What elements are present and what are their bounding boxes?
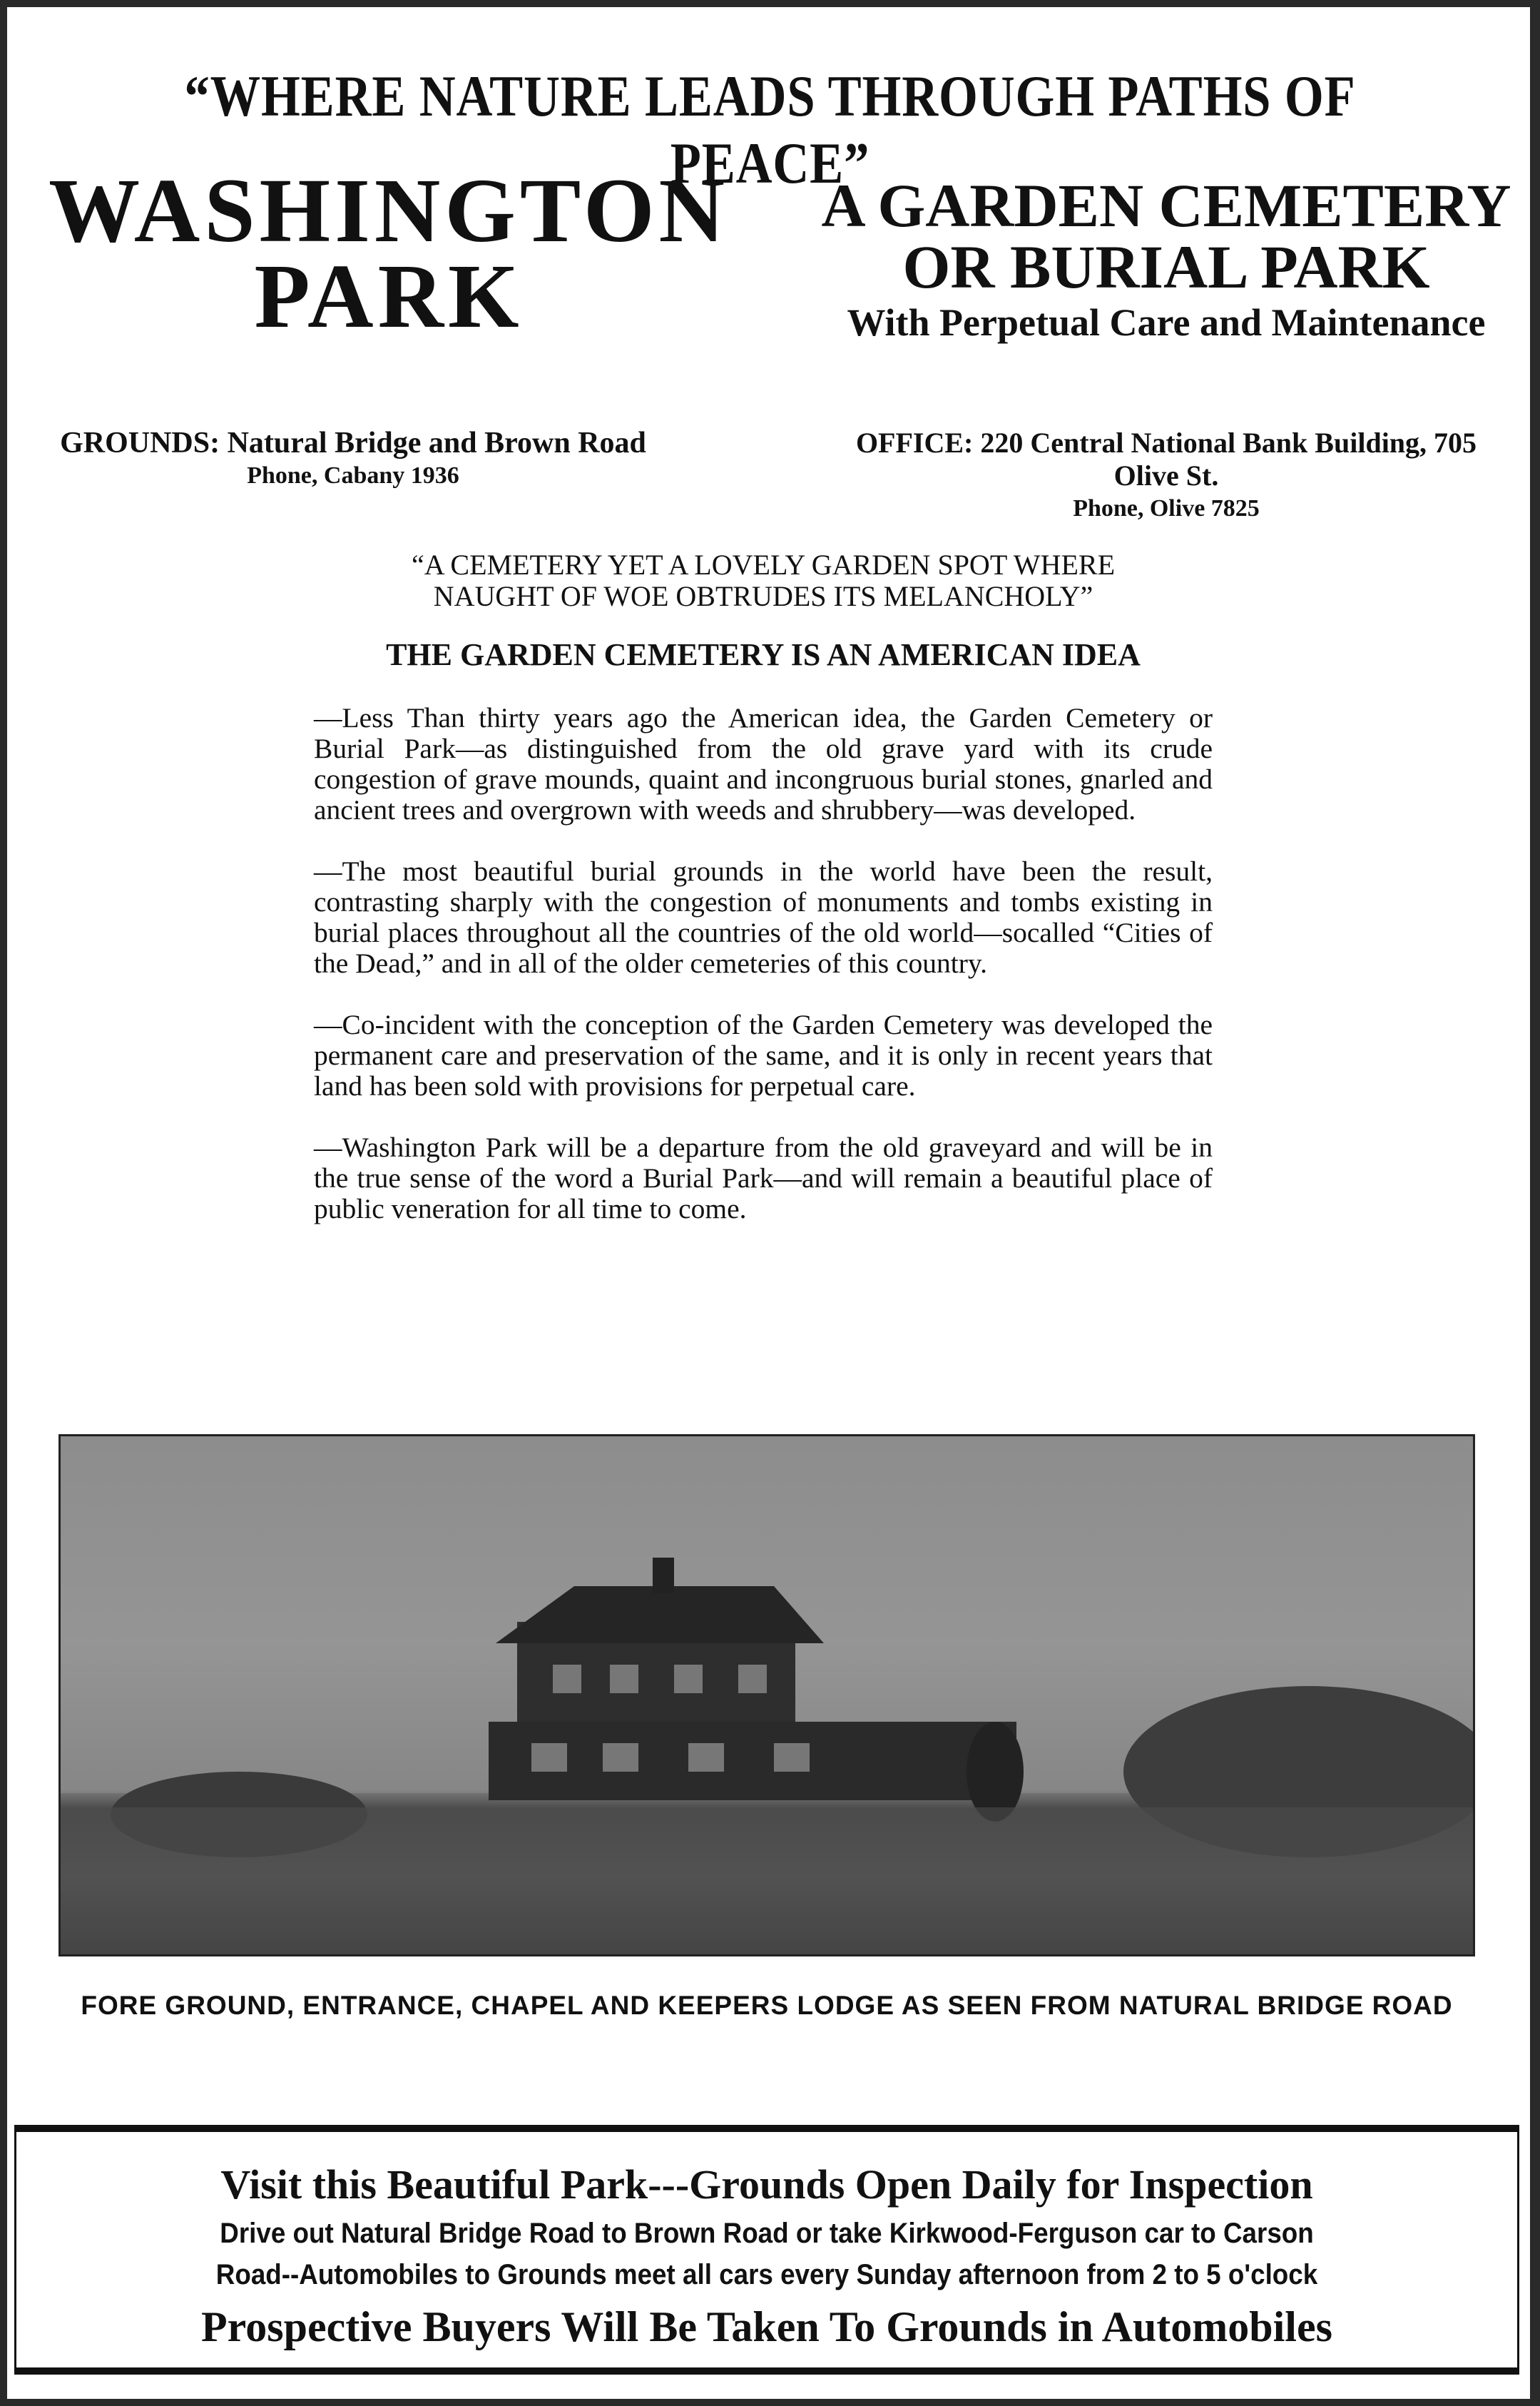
quote [307, 549, 1220, 612]
park-name-line1: WASHINGTON [49, 160, 729, 261]
office-info [820, 427, 1512, 525]
quote-line2: NAUGHT OF WOE OBTRUDES ITS MELANCHOLY” [433, 580, 1093, 612]
park-name-line2: PARK [254, 245, 524, 347]
lodge-photo [58, 1434, 1475, 1956]
closing-line: Prospective Buyers Will Be Taken To Grounds in Automobiles [201, 2303, 1332, 2350]
office-address: OFFICE: 220 Central National Bank Building, 705 Olive St. [855, 427, 1477, 492]
lodge-photo-illustration [61, 1436, 1473, 1954]
tagline-line3: With Perpetual Care and Maintenance [847, 301, 1486, 344]
tagline-line1: A GARDEN CEMETERY [821, 171, 1511, 240]
motto: “WHERE NATURE LEADS THROUGH PATHS OF PEACE” [184, 64, 1356, 196]
tagline-line2: OR BURIAL PARK [902, 233, 1430, 301]
paragraph: —Less Than thirty years ago the American idea, the Garden Cemetery or Burial Park—as distinguished from the old grave yard with its crude congestion of grave mounds, quaint and incongruous burial stones, gnarled and ancient trees and overgrown with weeds and shrubbery—was developed. [314, 702, 1213, 826]
grounds-phone: Phone, Cabany 1936 [247, 462, 459, 489]
visit-headline: Visit this Beautiful Park---Grounds Open Daily for Inspection [220, 2161, 1313, 2208]
directions-line2: Road--Automobiles to Grounds meet all cars every Sunday afternoon from 2 to 5 o'clock [215, 2259, 1318, 2290]
article-body [314, 703, 1213, 1255]
paragraph: —Co-incident with the conception of the Garden Cemetery was developed the permanent care and preservation of the same, and it is only in recent years that land has been sold with provisions for perpetual care. [314, 1009, 1213, 1102]
directions-line1: Drive out Natural Bridge Road to Brown Road or take Kirkwood-Ferguson car to Carson [220, 2218, 1314, 2249]
visit-box [14, 2125, 1519, 2375]
photo-caption: FORE GROUND, ENTRANCE, CHAPEL AND KEEPERS LODGE AS SEEN FROM NATURAL BRIDGE ROAD [81, 1991, 1453, 2020]
article-heading: THE GARDEN CEMETERY IS AN AMERICAN IDEA [386, 637, 1141, 672]
office-phone: Phone, Olive 7825 [1073, 495, 1260, 522]
paragraph: —Washington Park will be a departure from the old graveyard and will be in the true sense of the word a Burial Park—and will remain a beautiful place of public veneration for all time to come. [314, 1132, 1213, 1224]
grounds-info [18, 427, 688, 492]
park-name [21, 160, 756, 347]
quote-line1: “A CEMETERY YET A LOVELY GARDEN SPOT WHERE [412, 549, 1115, 581]
grounds-address: GROUNDS: Natural Bridge and Brown Road [60, 427, 646, 460]
lawn [61, 1807, 1473, 1954]
tagline [799, 171, 1534, 347]
paragraph: —The most beautiful burial grounds in the world have been the result, contrasting sharply with the congestion of monuments and tombs existing in burial places throughout all the countries of the old world—socalled “Cities of the Dead,” and in all of the older cemeteries of this country. [314, 856, 1213, 979]
